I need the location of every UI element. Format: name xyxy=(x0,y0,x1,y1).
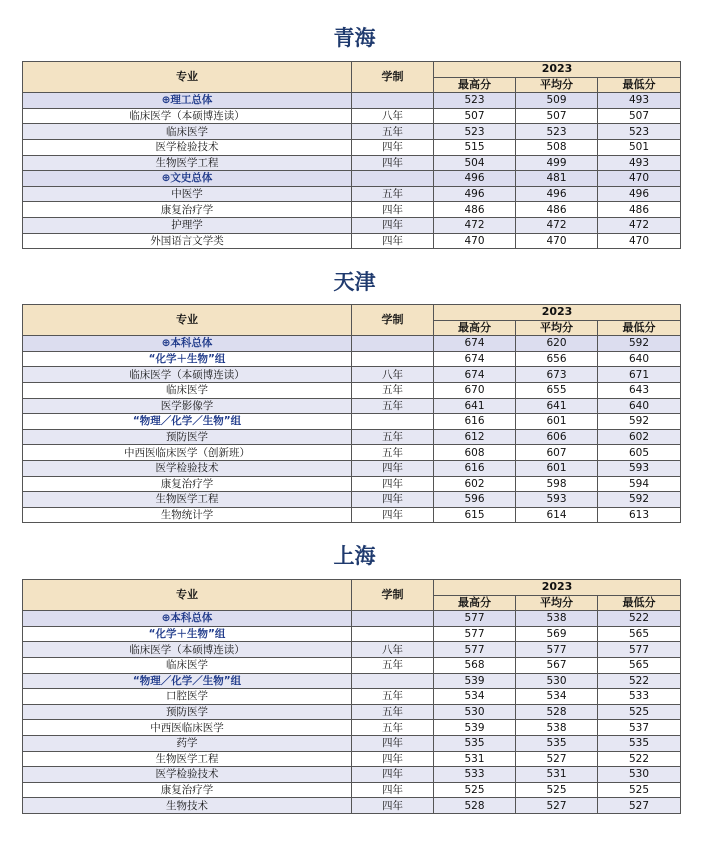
max-score: 533 xyxy=(434,767,516,783)
table-row xyxy=(23,124,681,140)
header-avg: 平均分 xyxy=(516,77,598,93)
min-score: 643 xyxy=(598,382,681,398)
duration: 五年 xyxy=(352,124,434,140)
table-row xyxy=(23,657,681,673)
avg-score: 470 xyxy=(516,233,598,249)
major-name: 临床医学（本硕博连读） xyxy=(23,642,352,658)
avg-score: 523 xyxy=(516,124,598,140)
duration xyxy=(352,171,434,187)
duration: 四年 xyxy=(352,202,434,218)
avg-score: 598 xyxy=(516,476,598,492)
major-name: 生物医学工程 xyxy=(23,155,352,171)
max-score: 674 xyxy=(434,367,516,383)
table-row xyxy=(23,704,681,720)
header-max: 最高分 xyxy=(434,320,516,336)
min-score: 493 xyxy=(598,93,681,109)
duration xyxy=(352,336,434,352)
major-name: “化学＋生物”组 xyxy=(23,351,352,367)
score-table-qinghai xyxy=(22,61,680,249)
duration: 五年 xyxy=(352,398,434,414)
min-score: 522 xyxy=(598,611,681,627)
table-row xyxy=(23,689,681,705)
table-row xyxy=(23,460,681,476)
avg-score: 534 xyxy=(516,689,598,705)
major-name: 康复治疗学 xyxy=(23,202,352,218)
table-row xyxy=(23,476,681,492)
major-name: 护理学 xyxy=(23,217,352,233)
max-score: 670 xyxy=(434,382,516,398)
header-min: 最低分 xyxy=(598,77,681,93)
min-score: 533 xyxy=(598,689,681,705)
min-score: 594 xyxy=(598,476,681,492)
score-table xyxy=(22,579,681,814)
major-name: 医学检验技术 xyxy=(23,460,352,476)
min-score: 577 xyxy=(598,642,681,658)
avg-score: 607 xyxy=(516,445,598,461)
table-row xyxy=(23,782,681,798)
major-name: 临床医学（本硕博连读） xyxy=(23,108,352,124)
duration: 四年 xyxy=(352,476,434,492)
min-score: 640 xyxy=(598,351,681,367)
avg-score: 538 xyxy=(516,611,598,627)
max-score: 530 xyxy=(434,704,516,720)
duration xyxy=(352,414,434,430)
major-name: 预防医学 xyxy=(23,704,352,720)
duration: 四年 xyxy=(352,217,434,233)
max-score: 616 xyxy=(434,460,516,476)
min-score: 525 xyxy=(598,704,681,720)
duration: 四年 xyxy=(352,139,434,155)
table-row xyxy=(23,186,681,202)
major-name: 中西医临床医学（创新班） xyxy=(23,445,352,461)
header-min: 最低分 xyxy=(598,320,681,336)
min-score: 472 xyxy=(598,217,681,233)
duration: 四年 xyxy=(352,492,434,508)
duration: 四年 xyxy=(352,507,434,523)
major-name: 生物统计学 xyxy=(23,507,352,523)
avg-score: 569 xyxy=(516,626,598,642)
avg-score: 641 xyxy=(516,398,598,414)
avg-score: 614 xyxy=(516,507,598,523)
max-score: 486 xyxy=(434,202,516,218)
max-score: 608 xyxy=(434,445,516,461)
max-score: 596 xyxy=(434,492,516,508)
min-score: 605 xyxy=(598,445,681,461)
score-table xyxy=(22,304,681,523)
avg-score: 655 xyxy=(516,382,598,398)
max-score: 531 xyxy=(434,751,516,767)
region-title-tianjin: 天津 xyxy=(333,270,376,294)
header-duration: 学制 xyxy=(352,62,434,93)
avg-score: 593 xyxy=(516,492,598,508)
max-score: 515 xyxy=(434,139,516,155)
max-score: 616 xyxy=(434,414,516,430)
major-name: 外国语言文学类 xyxy=(23,233,352,249)
major-name: 药学 xyxy=(23,735,352,751)
table-row xyxy=(23,492,681,508)
duration: 五年 xyxy=(352,689,434,705)
table-row xyxy=(23,429,681,445)
avg-score: 577 xyxy=(516,642,598,658)
duration xyxy=(352,673,434,689)
min-score: 613 xyxy=(598,507,681,523)
max-score: 568 xyxy=(434,657,516,673)
max-score: 577 xyxy=(434,626,516,642)
max-score: 615 xyxy=(434,507,516,523)
duration: 四年 xyxy=(352,155,434,171)
header-min: 最低分 xyxy=(598,595,681,611)
duration: 五年 xyxy=(352,382,434,398)
duration: 五年 xyxy=(352,186,434,202)
min-score: 486 xyxy=(598,202,681,218)
max-score: 612 xyxy=(434,429,516,445)
duration: 四年 xyxy=(352,751,434,767)
avg-score: 531 xyxy=(516,767,598,783)
header-max: 最高分 xyxy=(434,595,516,611)
duration: 五年 xyxy=(352,429,434,445)
min-score: 593 xyxy=(598,460,681,476)
duration: 五年 xyxy=(352,720,434,736)
duration: 四年 xyxy=(352,735,434,751)
header-avg: 平均分 xyxy=(516,595,598,611)
header-max: 最高分 xyxy=(434,77,516,93)
region-title-shanghai: 上海 xyxy=(333,544,376,568)
max-score: 525 xyxy=(434,782,516,798)
duration: 五年 xyxy=(352,657,434,673)
avg-score: 601 xyxy=(516,460,598,476)
major-name: 生物技术 xyxy=(23,798,352,814)
major-name: 临床医学 xyxy=(23,124,352,140)
duration: 五年 xyxy=(352,445,434,461)
major-name: 临床医学（本硕博连读） xyxy=(23,367,352,383)
major-name: 医学检验技术 xyxy=(23,139,352,155)
major-name: 临床医学 xyxy=(23,657,352,673)
avg-score: 481 xyxy=(516,171,598,187)
table-row xyxy=(23,139,681,155)
header-year: 2023 xyxy=(434,62,681,78)
table-row xyxy=(23,642,681,658)
max-score: 534 xyxy=(434,689,516,705)
table-row xyxy=(23,367,681,383)
max-score: 523 xyxy=(434,124,516,140)
table-row xyxy=(23,155,681,171)
table-row xyxy=(23,217,681,233)
table-row xyxy=(23,720,681,736)
major-name: 康复治疗学 xyxy=(23,476,352,492)
avg-score: 538 xyxy=(516,720,598,736)
score-table xyxy=(22,61,681,249)
duration xyxy=(352,93,434,109)
table-row xyxy=(23,93,681,109)
min-score: 501 xyxy=(598,139,681,155)
major-name: ⊕本科总体 xyxy=(23,611,352,627)
major-name: ⊕理工总体 xyxy=(23,93,352,109)
major-name: ⊕本科总体 xyxy=(23,336,352,352)
major-name: “化学＋生物”组 xyxy=(23,626,352,642)
min-score: 565 xyxy=(598,657,681,673)
table-row xyxy=(23,673,681,689)
avg-score: 525 xyxy=(516,782,598,798)
table-row xyxy=(23,767,681,783)
major-name: 口腔医学 xyxy=(23,689,352,705)
min-score: 592 xyxy=(598,414,681,430)
max-score: 504 xyxy=(434,155,516,171)
min-score: 640 xyxy=(598,398,681,414)
duration: 八年 xyxy=(352,367,434,383)
min-score: 592 xyxy=(598,492,681,508)
max-score: 674 xyxy=(434,351,516,367)
table-row xyxy=(23,382,681,398)
max-score: 539 xyxy=(434,673,516,689)
min-score: 523 xyxy=(598,124,681,140)
avg-score: 527 xyxy=(516,751,598,767)
header-row xyxy=(23,580,681,596)
duration xyxy=(352,351,434,367)
table-row xyxy=(23,735,681,751)
table-row xyxy=(23,202,681,218)
max-score: 674 xyxy=(434,336,516,352)
table-row xyxy=(23,171,681,187)
avg-score: 508 xyxy=(516,139,598,155)
header-major: 专业 xyxy=(23,580,352,611)
header-major: 专业 xyxy=(23,305,352,336)
major-name: 中西医临床医学 xyxy=(23,720,352,736)
table-row xyxy=(23,398,681,414)
avg-score: 499 xyxy=(516,155,598,171)
major-name: 医学影像学 xyxy=(23,398,352,414)
max-score: 523 xyxy=(434,93,516,109)
score-table-shanghai xyxy=(22,579,680,814)
table-row xyxy=(23,751,681,767)
max-score: 470 xyxy=(434,233,516,249)
max-score: 539 xyxy=(434,720,516,736)
max-score: 641 xyxy=(434,398,516,414)
header-year: 2023 xyxy=(434,580,681,596)
avg-score: 527 xyxy=(516,798,598,814)
duration xyxy=(352,611,434,627)
duration: 八年 xyxy=(352,642,434,658)
major-name: 生物医学工程 xyxy=(23,492,352,508)
table-row xyxy=(23,108,681,124)
min-score: 470 xyxy=(598,171,681,187)
table-row xyxy=(23,445,681,461)
max-score: 472 xyxy=(434,217,516,233)
max-score: 577 xyxy=(434,642,516,658)
max-score: 528 xyxy=(434,798,516,814)
avg-score: 486 xyxy=(516,202,598,218)
table-row xyxy=(23,414,681,430)
max-score: 602 xyxy=(434,476,516,492)
min-score: 522 xyxy=(598,673,681,689)
duration: 五年 xyxy=(352,704,434,720)
header-row xyxy=(23,305,681,321)
min-score: 530 xyxy=(598,767,681,783)
table-row xyxy=(23,336,681,352)
avg-score: 472 xyxy=(516,217,598,233)
avg-score: 656 xyxy=(516,351,598,367)
major-name: 预防医学 xyxy=(23,429,352,445)
avg-score: 509 xyxy=(516,93,598,109)
max-score: 507 xyxy=(434,108,516,124)
avg-score: 673 xyxy=(516,367,598,383)
min-score: 522 xyxy=(598,751,681,767)
table-row xyxy=(23,611,681,627)
avg-score: 620 xyxy=(516,336,598,352)
major-name: 生物医学工程 xyxy=(23,751,352,767)
score-table-tianjin xyxy=(22,304,680,523)
max-score: 577 xyxy=(434,611,516,627)
min-score: 507 xyxy=(598,108,681,124)
major-name: 康复治疗学 xyxy=(23,782,352,798)
min-score: 470 xyxy=(598,233,681,249)
avg-score: 567 xyxy=(516,657,598,673)
min-score: 671 xyxy=(598,367,681,383)
avg-score: 530 xyxy=(516,673,598,689)
avg-score: 507 xyxy=(516,108,598,124)
table-row xyxy=(23,626,681,642)
table-row xyxy=(23,507,681,523)
min-score: 537 xyxy=(598,720,681,736)
min-score: 525 xyxy=(598,782,681,798)
duration: 四年 xyxy=(352,233,434,249)
header-duration: 学制 xyxy=(352,305,434,336)
min-score: 527 xyxy=(598,798,681,814)
max-score: 496 xyxy=(434,171,516,187)
duration: 四年 xyxy=(352,767,434,783)
min-score: 602 xyxy=(598,429,681,445)
min-score: 496 xyxy=(598,186,681,202)
header-year: 2023 xyxy=(434,305,681,321)
min-score: 535 xyxy=(598,735,681,751)
max-score: 535 xyxy=(434,735,516,751)
header-duration: 学制 xyxy=(352,580,434,611)
major-name: 中医学 xyxy=(23,186,352,202)
avg-score: 496 xyxy=(516,186,598,202)
max-score: 496 xyxy=(434,186,516,202)
major-name: 医学检验技术 xyxy=(23,767,352,783)
header-major: 专业 xyxy=(23,62,352,93)
min-score: 592 xyxy=(598,336,681,352)
table-row xyxy=(23,233,681,249)
major-name: ⊕文史总体 xyxy=(23,171,352,187)
table-row xyxy=(23,798,681,814)
duration xyxy=(352,626,434,642)
avg-score: 601 xyxy=(516,414,598,430)
duration: 四年 xyxy=(352,798,434,814)
major-name: “物理／化学／生物”组 xyxy=(23,414,352,430)
major-name: “物理／化学／生物”组 xyxy=(23,673,352,689)
avg-score: 528 xyxy=(516,704,598,720)
header-row xyxy=(23,62,681,78)
min-score: 493 xyxy=(598,155,681,171)
duration: 八年 xyxy=(352,108,434,124)
major-name: 临床医学 xyxy=(23,382,352,398)
avg-score: 535 xyxy=(516,735,598,751)
avg-score: 606 xyxy=(516,429,598,445)
table-row xyxy=(23,351,681,367)
header-avg: 平均分 xyxy=(516,320,598,336)
region-title-qinghai: 青海 xyxy=(333,26,376,50)
duration: 四年 xyxy=(352,782,434,798)
duration: 四年 xyxy=(352,460,434,476)
min-score: 565 xyxy=(598,626,681,642)
